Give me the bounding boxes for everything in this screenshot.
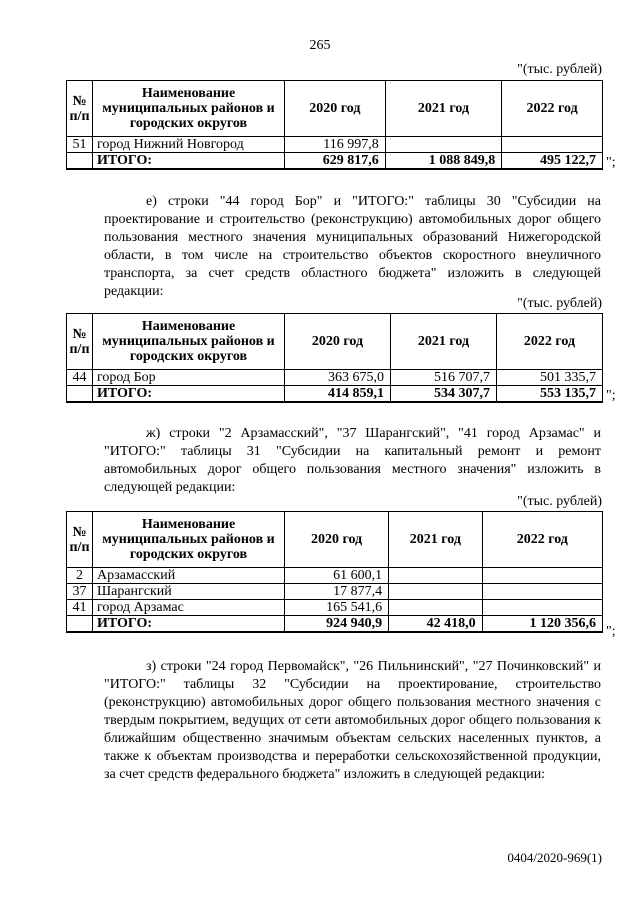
row-2020: 116 997,8: [285, 137, 386, 153]
table-row: [67, 584, 603, 600]
row-name: Арзамасский: [93, 568, 285, 584]
page-number: 265: [309, 38, 331, 53]
header-name: Наименование муниципальных районов и городских округов: [93, 512, 285, 568]
total-label: ИТОГО:: [93, 153, 285, 170]
header-2020: 2020 год: [285, 81, 386, 137]
total-row: [67, 616, 603, 633]
paragraph-z: з) строки "24 город Первомайск", "26 Пильнинский", "27 Починковский" и "ИТОГО:" таблицы 32 "Субсидии на проектирование, строительство (реконструкцию) автомобильных дорог общего пользования местного значения с твердым покрытием, ведущих от сети автомобильных дорог общего пользования к ближайшим общественно значимым объектам сельских населенных пунктов, а также к объектам производства и переработки сельскохозяйственной продукции, за счет средств федерального бюджета" изложить в следующей редакции:: [104, 659, 601, 782]
paragraph-e: е) строки "44 город Бор" и "ИТОГО:" таблицы 30 "Субсидии на проектирование и строительство (реконструкцию) автомобильных дорог общего пользования местного значения муниципальных образований Нижегородской области, в том числе на строительство объектов скоростного внеуличного транспорта, за счет средств областного бюджета" изложить в следующей редакции:: [104, 194, 601, 299]
row-number: 2: [67, 568, 93, 584]
row-2021: [385, 137, 502, 153]
header-2021: 2021 год: [389, 512, 483, 568]
table-row: [67, 600, 603, 616]
close-quote: ";: [606, 155, 616, 170]
table-row: [67, 370, 603, 386]
total-2021: 1 088 849,8: [385, 153, 502, 170]
header-num: № п/п: [67, 512, 93, 568]
total-2022: 1 120 356,6: [482, 616, 602, 633]
header-num: № п/п: [67, 314, 93, 370]
table-3: [66, 511, 603, 633]
row-2020: 61 600,1: [285, 568, 389, 584]
total-label: ИТОГО:: [93, 386, 285, 403]
row-number: 44: [67, 370, 93, 386]
row-name: город Бор: [93, 370, 285, 386]
total-2020: 629 817,6: [285, 153, 386, 170]
header-2021: 2021 год: [385, 81, 502, 137]
row-number: 41: [67, 600, 93, 616]
row-2020: 165 541,6: [285, 600, 389, 616]
row-number: 51: [67, 137, 93, 153]
paragraph-zh: ж) строки "2 Арзамасский", "37 Шарангский", "41 город Арзамас" и "ИТОГО:" таблицы 31 "Субсидии на капитальный ремонт и ремонт автомобильных дорог общего пользования местного значения" изложить в следующей редакции:: [104, 426, 601, 495]
table-2: [66, 313, 603, 403]
header-name: Наименование муниципальных районов и городских округов: [93, 314, 285, 370]
table-1: [66, 80, 603, 170]
row-2022: 501 335,7: [497, 370, 603, 386]
header-2020: 2020 год: [285, 512, 389, 568]
row-2022: [482, 600, 602, 616]
units-label: "(тыс. рублей): [517, 296, 602, 311]
row-name: город Нижний Новгород: [93, 137, 285, 153]
total-2020: 414 859,1: [285, 386, 391, 403]
total-2022: 553 135,7: [497, 386, 603, 403]
row-2021: [389, 600, 483, 616]
header-num: № п/п: [67, 81, 93, 137]
row-2020: 363 675,0: [285, 370, 391, 386]
header-2020: 2020 год: [285, 314, 391, 370]
header-name: Наименование муниципальных районов и городских округов: [93, 81, 285, 137]
units-label: "(тыс. рублей): [517, 494, 602, 509]
row-2022: [482, 584, 602, 600]
row-2021: 516 707,7: [391, 370, 497, 386]
total-2021: 42 418,0: [389, 616, 483, 633]
units-label: "(тыс. рублей): [517, 62, 602, 77]
total-label: ИТОГО:: [93, 616, 285, 633]
close-quote: ";: [606, 624, 616, 639]
header-2022: 2022 год: [502, 81, 603, 137]
row-2021: [389, 568, 483, 584]
row-2021: [389, 584, 483, 600]
close-quote: ";: [606, 388, 616, 403]
total-2020: 924 940,9: [285, 616, 389, 633]
row-2020: 17 877,4: [285, 584, 389, 600]
row-name: Шарангский: [93, 584, 285, 600]
header-2022: 2022 год: [497, 314, 603, 370]
row-number: 37: [67, 584, 93, 600]
total-row: [67, 153, 603, 170]
table-row: [67, 568, 603, 584]
total-2021: 534 307,7: [391, 386, 497, 403]
table-row: [67, 137, 603, 153]
row-2022: [502, 137, 603, 153]
row-name: город Арзамас: [93, 600, 285, 616]
total-2022: 495 122,7: [502, 153, 603, 170]
document-code: 0404/2020-969(1): [507, 850, 602, 865]
header-2022: 2022 год: [482, 512, 602, 568]
header-2021: 2021 год: [391, 314, 497, 370]
total-row: [67, 386, 603, 403]
row-2022: [482, 568, 602, 584]
